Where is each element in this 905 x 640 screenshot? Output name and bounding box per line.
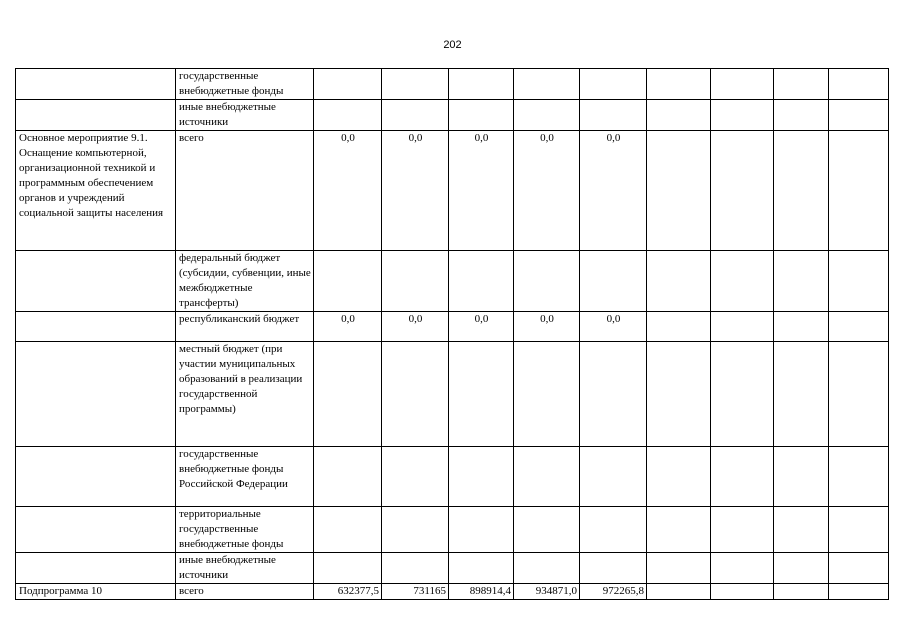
- value-cell: [382, 100, 449, 131]
- program-cell: [16, 342, 176, 447]
- table-row: [16, 342, 889, 447]
- budget-table: [15, 68, 889, 600]
- value-cell: 0,0: [580, 312, 647, 342]
- table-row: [16, 69, 889, 100]
- value-cell: [580, 447, 647, 507]
- funding-source-cell: федеральный бюджет (субсидии, субвенции, иные межбюджетные трансферты): [176, 251, 314, 312]
- value-cell: 0,0: [514, 131, 580, 251]
- value-cell: 934871,0: [514, 584, 580, 600]
- table-row: [16, 553, 889, 584]
- table-row: [16, 100, 889, 131]
- value-cell: [514, 553, 580, 584]
- value-cell: [314, 553, 382, 584]
- value-cell: [514, 100, 580, 131]
- program-cell: [16, 69, 176, 100]
- value-cell: [382, 251, 449, 312]
- value-cell: [449, 447, 514, 507]
- empty-cell: [711, 131, 774, 251]
- table-row: [16, 507, 889, 553]
- empty-cell: [711, 553, 774, 584]
- program-cell: [16, 312, 176, 342]
- empty-cell: [829, 251, 889, 312]
- value-cell: 731165: [382, 584, 449, 600]
- table-row: [16, 312, 889, 342]
- value-cell: 0,0: [382, 131, 449, 251]
- program-cell: Подпрограмма 10: [16, 584, 176, 600]
- value-cell: [514, 342, 580, 447]
- value-cell: [449, 69, 514, 100]
- empty-cell: [647, 342, 711, 447]
- empty-cell: [711, 342, 774, 447]
- empty-cell: [647, 507, 711, 553]
- empty-cell: [774, 507, 829, 553]
- value-cell: [382, 507, 449, 553]
- empty-cell: [774, 447, 829, 507]
- table-row: [16, 131, 889, 251]
- program-cell: Основное мероприятие 9.1. Оснащение компьютерной, организационной техникой и программным обеспечением органов и учреждений социальной защиты населения: [16, 131, 176, 251]
- value-cell: [514, 69, 580, 100]
- empty-cell: [711, 584, 774, 600]
- empty-cell: [647, 251, 711, 312]
- empty-cell: [774, 342, 829, 447]
- empty-cell: [774, 584, 829, 600]
- funding-source-cell: всего: [176, 584, 314, 600]
- empty-cell: [711, 69, 774, 100]
- value-cell: 898914,4: [449, 584, 514, 600]
- empty-cell: [829, 100, 889, 131]
- program-cell: [16, 447, 176, 507]
- value-cell: 632377,5: [314, 584, 382, 600]
- empty-cell: [647, 553, 711, 584]
- value-cell: [580, 553, 647, 584]
- value-cell: [314, 447, 382, 507]
- value-cell: [314, 69, 382, 100]
- value-cell: [514, 447, 580, 507]
- value-cell: [382, 342, 449, 447]
- program-cell: [16, 100, 176, 131]
- empty-cell: [829, 447, 889, 507]
- value-cell: [382, 553, 449, 584]
- empty-cell: [829, 131, 889, 251]
- empty-cell: [711, 100, 774, 131]
- empty-cell: [774, 251, 829, 312]
- value-cell: [449, 342, 514, 447]
- value-cell: 0,0: [449, 131, 514, 251]
- funding-source-cell: местный бюджет (при участии муниципальных образований в реализации государственной программы): [176, 342, 314, 447]
- funding-source-cell: всего: [176, 131, 314, 251]
- value-cell: [580, 507, 647, 553]
- program-cell: [16, 553, 176, 584]
- empty-cell: [647, 131, 711, 251]
- empty-cell: [829, 342, 889, 447]
- value-cell: [314, 342, 382, 447]
- empty-cell: [647, 69, 711, 100]
- empty-cell: [774, 553, 829, 584]
- value-cell: [514, 251, 580, 312]
- value-cell: 0,0: [449, 312, 514, 342]
- table-row: [16, 447, 889, 507]
- value-cell: 0,0: [382, 312, 449, 342]
- empty-cell: [647, 447, 711, 507]
- value-cell: 972265,8: [580, 584, 647, 600]
- empty-cell: [829, 553, 889, 584]
- empty-cell: [774, 312, 829, 342]
- funding-source-cell: иные внебюджетные источники: [176, 100, 314, 131]
- value-cell: [580, 100, 647, 131]
- empty-cell: [774, 100, 829, 131]
- empty-cell: [711, 447, 774, 507]
- value-cell: [449, 507, 514, 553]
- funding-source-cell: государственные внебюджетные фонды Российской Федерации: [176, 447, 314, 507]
- value-cell: [314, 100, 382, 131]
- value-cell: [314, 251, 382, 312]
- value-cell: [382, 447, 449, 507]
- value-cell: [580, 342, 647, 447]
- empty-cell: [647, 312, 711, 342]
- value-cell: [514, 507, 580, 553]
- empty-cell: [829, 69, 889, 100]
- empty-cell: [711, 507, 774, 553]
- value-cell: [382, 69, 449, 100]
- funding-source-cell: территориальные государственные внебюджетные фонды: [176, 507, 314, 553]
- empty-cell: [829, 507, 889, 553]
- value-cell: [449, 100, 514, 131]
- value-cell: 0,0: [314, 312, 382, 342]
- value-cell: 0,0: [514, 312, 580, 342]
- empty-cell: [774, 131, 829, 251]
- program-cell: [16, 251, 176, 312]
- page-number: 202: [443, 39, 462, 51]
- funding-source-cell: иные внебюджетные источники: [176, 553, 314, 584]
- funding-source-cell: государственные внебюджетные фонды: [176, 69, 314, 100]
- empty-cell: [647, 100, 711, 131]
- funding-source-cell: республиканский бюджет: [176, 312, 314, 342]
- empty-cell: [711, 251, 774, 312]
- value-cell: [580, 69, 647, 100]
- value-cell: [449, 251, 514, 312]
- value-cell: [449, 553, 514, 584]
- value-cell: 0,0: [580, 131, 647, 251]
- empty-cell: [829, 312, 889, 342]
- value-cell: 0,0: [314, 131, 382, 251]
- empty-cell: [711, 312, 774, 342]
- value-cell: [580, 251, 647, 312]
- empty-cell: [829, 584, 889, 600]
- empty-cell: [647, 584, 711, 600]
- program-cell: [16, 507, 176, 553]
- table-row: [16, 584, 889, 600]
- table-row: [16, 251, 889, 312]
- value-cell: [314, 507, 382, 553]
- empty-cell: [774, 69, 829, 100]
